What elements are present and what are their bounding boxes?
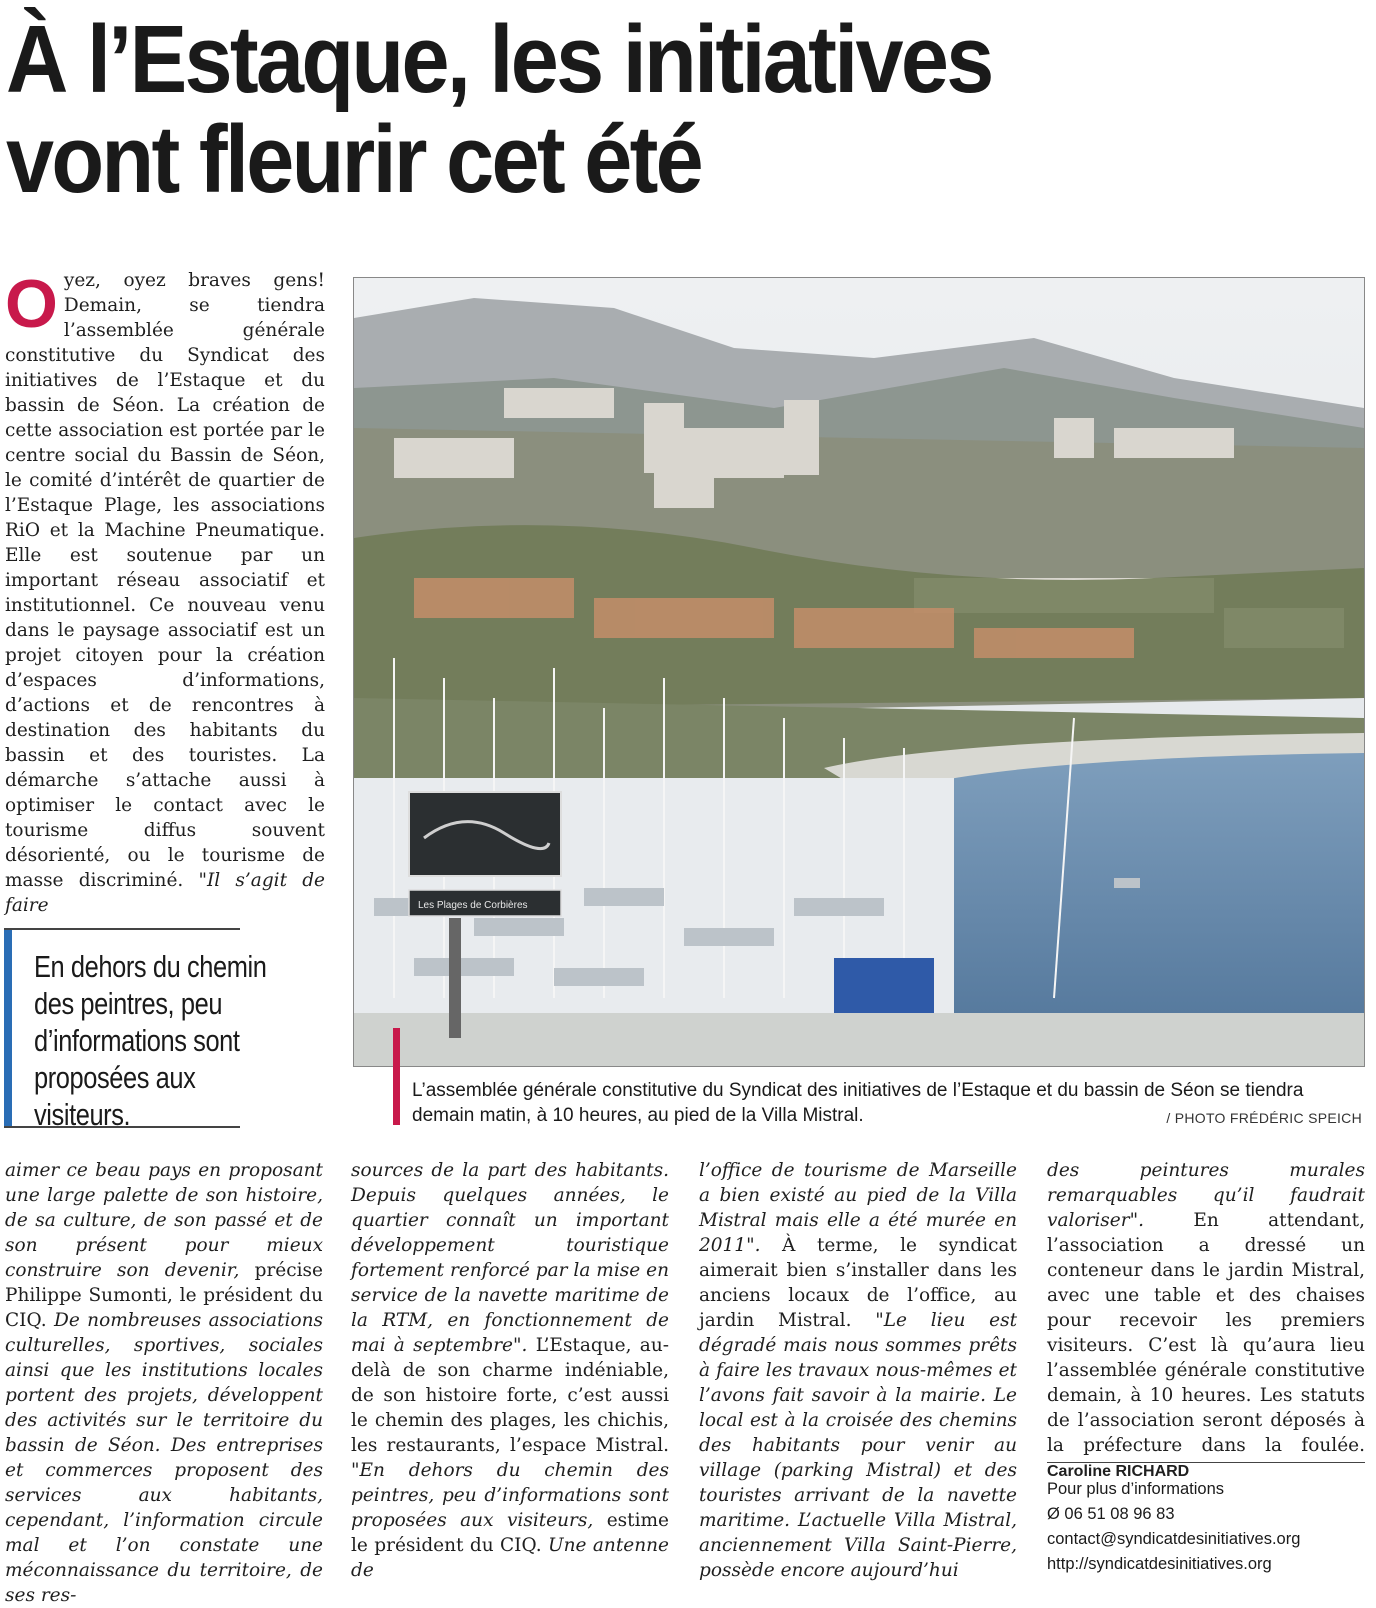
col1-quote-1: aimer ce beau pays en proposant une large palette de son histoire, de sa culture, de son passé et de son présent pour mieux construire son devenir, <box>5 1160 323 1281</box>
body-column-2 <box>351 1158 669 1583</box>
body-column-4 <box>1047 1158 1365 1484</box>
photo-caption: L’assemblée générale constitutive du Syndicat des initiatives de l’Estaque et du bassin de Séon se tiendra demain matin, à 10 heures, au pied de la Villa Mistral. <box>412 1080 1304 1126</box>
sign-post <box>449 918 461 1038</box>
info-box <box>1047 1462 1365 1577</box>
body-paragraph-2 <box>351 1158 669 1583</box>
intro-column <box>5 268 325 918</box>
col3-text-1: À terme, le syndicat aimerait bien s’installer dans les anciens locaux de l’office, au jardin Mistral. <box>699 1235 1017 1331</box>
headline-line-2: vont fleurir cet été <box>6 106 701 213</box>
col1-quote-2: De nombreuses associations culturelles, sportives, sociales ainsi que les institutions locales portent des projets, développent des activités sur le territoire du bassin de Séon. Des entreprises et commerces proposent des services aux habitants, cependant, l’information circule mal et l’on constate une méconnaissance du territoire, de ses res- <box>5 1310 323 1606</box>
intro-paragraph <box>5 268 325 918</box>
pull-quote <box>4 928 267 1132</box>
col2-quote-2: "En dehors du chemin des peintres, peu d’informations sont proposées aux visiteurs, <box>351 1460 669 1531</box>
harbour-photo-illustration <box>354 278 1364 1066</box>
drop-cap: O <box>5 266 58 342</box>
headline-line-1: À l’Estaque, les initiatives <box>6 6 992 113</box>
col4-text-1: En attendant, l’association a dressé un conteneur dans le jardin Mistral, avec une table et des chaises pour recevoir les premiers visiteurs. C’est là qu’aura lieu l’assemblée générale constitutive demain, à 10 heures. Les statuts de l’association seront déposés à la préfecture dans la foulée. <box>1047 1210 1365 1456</box>
body-column-3 <box>699 1158 1017 1583</box>
col3-quote-2: "Le lieu est dégradé mais nous sommes prêts à faire les travaux nous-mêmes et l’avons fait savoir à la mairie. Le local est à la croisée des chemins des habitants pour venir au village (parking Mistral) et des touristes arrivant de la navette maritime. L’actuelle Villa Mistral, anciennement Villa Saint-Pierre, possède encore aujourd’hui <box>699 1310 1017 1581</box>
col2-quote-3: Une antenne de <box>351 1535 669 1581</box>
col3-quote-1: l’office de tourisme de Marseille a bien existé au pied de la Villa Mistral mais elle a été murée en 2011". <box>699 1160 1017 1256</box>
body-paragraph-1 <box>5 1158 323 1608</box>
info-email[interactable]: contact@syndicatdesinitiatives.org <box>1047 1530 1301 1548</box>
info-url[interactable]: http://syndicatdesinitiatives.org <box>1047 1555 1272 1573</box>
info-phone: Ø 06 51 08 96 83 <box>1047 1505 1175 1523</box>
body-paragraph-3 <box>699 1158 1017 1583</box>
pull-quote-bar <box>4 930 12 1126</box>
info-title: Pour plus d’informations <box>1047 1480 1225 1498</box>
blue-kiosk <box>834 958 934 1018</box>
col1-text-1: précise Philippe Sumonti, le président du CIQ. <box>5 1260 323 1331</box>
author-signature: Caroline RICHARD <box>1047 1463 1190 1480</box>
quay <box>354 1013 1364 1066</box>
body-column-1 <box>5 1158 323 1608</box>
intro-quote-start: "Il s’agit de faire <box>5 870 325 916</box>
photo-credit: / PHOTO FRÉDÉRIC SPEICH <box>1166 1110 1362 1126</box>
col4-quote-1: des peintures murales remarquables qu’il faudrait valoriser". <box>1047 1160 1365 1231</box>
col2-quote-1: sources de la part des habitants. Depuis quelques années, le quartier connaît un important développement touristique fortement renforcé par la mise en service de la navette maritime de la RTM, en fonctionnement de mai à septembre". <box>351 1160 669 1356</box>
col2-text-1: L’Estaque, au-delà de son charme indéniable, de son histoire forte, c’est aussi le chemin des plages, les chichis, les restaurants, l’espace Mistral. <box>351 1335 669 1456</box>
intro-text: yez, oyez braves gens! Demain, se tiendra l’assemblée générale constitutive du Syndicat des initiatives de l’Estaque et du bassin de Séon. La création de cette association est portée par le centre social du Bassin de Séon, le comité d’intérêt de quartier de l’Estaque Plage, les associations RiO et la Machine Pneumatique. Elle est soutenue par un important réseau associatif et institutionnel. Ce nouveau venu dans le paysage associatif est un projet citoyen pour la création d’espaces d’informations, d’actions et de rencontres à destination des habitants du bassin et des touristes. La démarche s’attache aussi à optimiser le contact avec le tourisme diffus souvent désorienté, ou le tourisme de masse discriminé. <box>5 270 325 891</box>
headline <box>6 6 1230 213</box>
col2-text-2: estime le président du CIQ. <box>351 1510 669 1556</box>
pull-quote-text: En dehors du chemin des peintres, peu d’informations sont proposées aux visiteurs. <box>34 949 267 1132</box>
body-paragraph-4 <box>1047 1158 1365 1484</box>
direction-sign-text: Les Plages de Corbières <box>418 900 528 911</box>
article-photo <box>353 277 1365 1067</box>
caption-bar <box>393 1028 400 1125</box>
